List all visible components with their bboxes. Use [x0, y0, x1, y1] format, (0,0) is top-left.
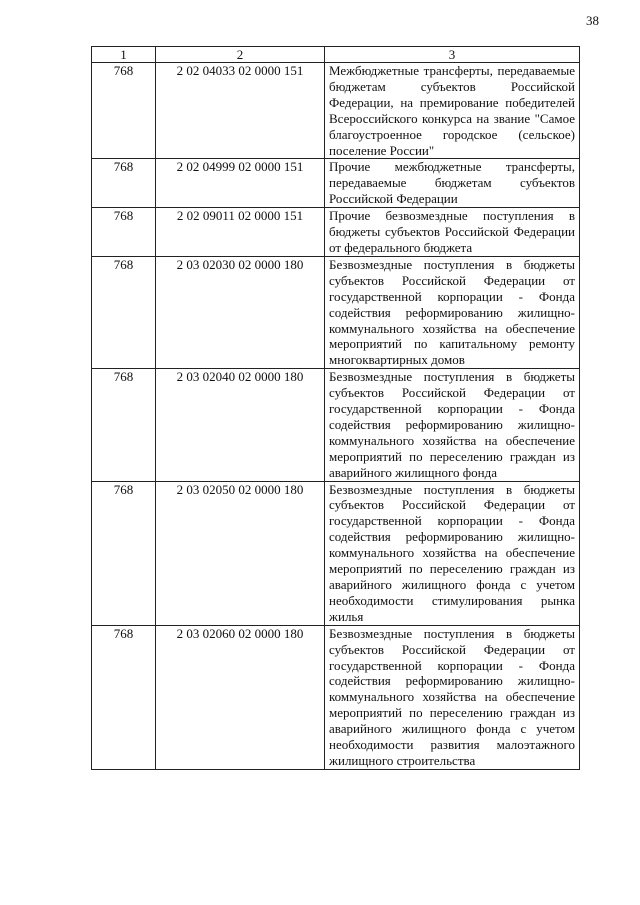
- administrator-code-cell: 768: [92, 256, 156, 368]
- column-header-3: 3: [325, 47, 580, 63]
- administrator-code-cell: 768: [92, 159, 156, 208]
- table-row: [92, 481, 580, 625]
- revenue-name-cell: Прочие межбюджетные трансферты, передаваемые бюджетам субъектов Российской Федерации: [325, 159, 580, 208]
- budget-classification-table: [91, 46, 580, 770]
- budget-code-cell: 2 03 02040 02 0000 180: [156, 369, 325, 481]
- revenue-name-cell: Безвозмездные поступления в бюджеты субъектов Российской Федерации от государственной корпорации - Фонда содействия реформированию жилищно-коммунального хозяйства на обеспечение мероприятий по капитальному ремонту многоквартирных домов: [325, 256, 580, 368]
- page-number: 38: [586, 13, 599, 28]
- budget-code-cell: 2 03 02060 02 0000 180: [156, 625, 325, 769]
- column-header-1: 1: [92, 47, 156, 63]
- budget-code-cell: 2 03 02030 02 0000 180: [156, 256, 325, 368]
- administrator-code-cell: 768: [92, 481, 156, 625]
- table-row: [92, 625, 580, 769]
- table-row: [92, 369, 580, 481]
- administrator-code-cell: 768: [92, 208, 156, 257]
- table-header-row: [92, 47, 580, 63]
- revenue-name-cell: Безвозмездные поступления в бюджеты субъектов Российской Федерации от государственной корпорации - Фонда содействия реформированию жилищно-коммунального хозяйства на обеспечение мероприятий по переселению граждан из аварийного жилищного фонда с учетом необходимости стимулирования рынка жилья: [325, 481, 580, 625]
- revenue-name-cell: Безвозмездные поступления в бюджеты субъектов Российской Федерации от государственной корпорации - Фонда содействия реформированию жилищно-коммунального хозяйства на обеспечение мероприятий по переселению граждан из аварийного жилищного фонда: [325, 369, 580, 481]
- table-row: [92, 63, 580, 159]
- revenue-name-cell: Прочие безвозмездные поступления в бюджеты субъектов Российской Федерации от федерального бюджета: [325, 208, 580, 257]
- administrator-code-cell: 768: [92, 63, 156, 159]
- revenue-name-cell: Безвозмездные поступления в бюджеты субъектов Российской Федерации от государственной корпорации - Фонда содействия реформированию жилищно-коммунального хозяйства на обеспечение мероприятий по переселению граждан из аварийного жилищного фонда с учетом необходимости развития малоэтажного жилищного строительства: [325, 625, 580, 769]
- column-header-2: 2: [156, 47, 325, 63]
- administrator-code-cell: 768: [92, 369, 156, 481]
- table-row: [92, 256, 580, 368]
- budget-code-cell: 2 02 04033 02 0000 151: [156, 63, 325, 159]
- table-row: [92, 159, 580, 208]
- table-row: [92, 208, 580, 257]
- administrator-code-cell: 768: [92, 625, 156, 769]
- budget-code-cell: 2 03 02050 02 0000 180: [156, 481, 325, 625]
- budget-code-cell: 2 02 04999 02 0000 151: [156, 159, 325, 208]
- budget-code-cell: 2 02 09011 02 0000 151: [156, 208, 325, 257]
- revenue-name-cell: Межбюджетные трансферты, передаваемые бюджетам субъектов Российской Федерации, на премирование победителей Всероссийского конкурса на звание "Самое благоустроенное городское (сельское) поселение России": [325, 63, 580, 159]
